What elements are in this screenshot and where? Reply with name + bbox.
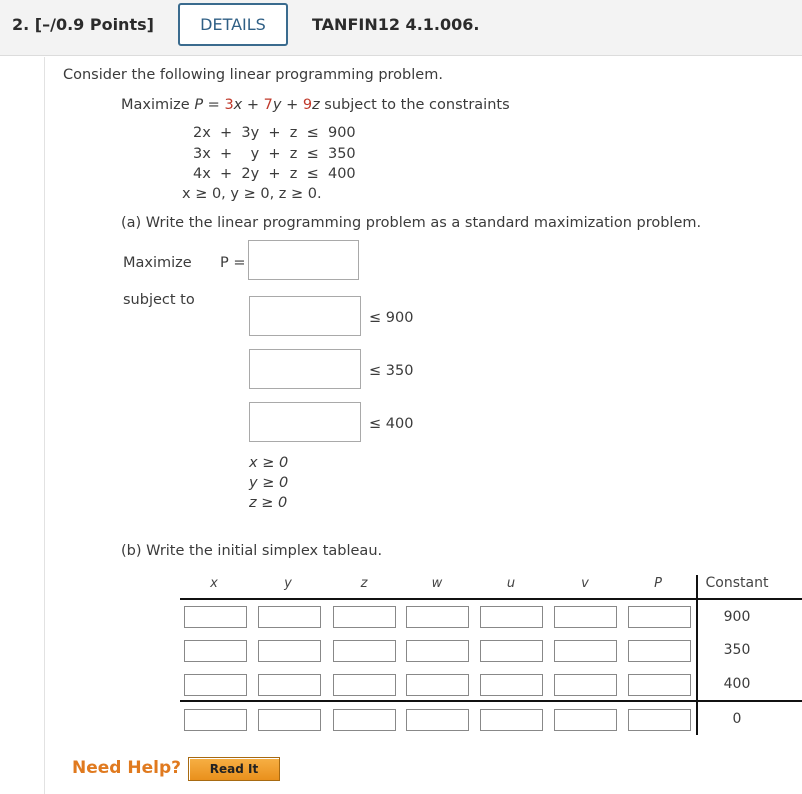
col-header-p: P <box>654 576 662 591</box>
question-header <box>0 0 802 56</box>
tableau-objective-rule <box>180 700 802 702</box>
constant-row-4: 0 <box>732 711 742 727</box>
col-header-w: w <box>431 576 443 591</box>
constraint-3: 4x + 2y + z ≤ 400 <box>193 166 356 182</box>
objective-coef-x: 3 <box>224 97 234 113</box>
constant-row-2: 350 <box>723 642 751 658</box>
tableau-cell-r3-P[interactable] <box>628 674 691 696</box>
tableau-cell-r3-x[interactable] <box>184 674 247 696</box>
need-help-label: Need Help? <box>72 758 181 778</box>
tableau-cell-r2-u[interactable] <box>480 640 543 662</box>
tableau-cell-r1-y[interactable] <box>258 606 321 628</box>
tableau-cell-r1-P[interactable] <box>628 606 691 628</box>
col-header-x: x <box>210 576 218 591</box>
tableau-constant-divider <box>696 575 698 735</box>
col-header-constant: Constant <box>705 575 769 591</box>
objective-suffix: subject to the constraints <box>319 97 510 113</box>
maximize-label: Maximize <box>123 255 192 271</box>
constraint-1-rhs: ≤ 900 <box>369 310 414 326</box>
objective-line <box>121 97 510 113</box>
tableau-cell-r2-v[interactable] <box>554 640 617 662</box>
tableau-top-rule <box>180 598 802 600</box>
constraint-2: 3x + y + z ≤ 350 <box>193 146 356 162</box>
tableau-cell-r3-u[interactable] <box>480 674 543 696</box>
objective-coef-y: 7 <box>263 97 273 113</box>
tableau-cell-r4-u[interactable] <box>480 709 543 731</box>
objective-plus-1: + <box>242 97 264 113</box>
tableau-cell-r3-y[interactable] <box>258 674 321 696</box>
left-border <box>44 57 45 794</box>
p-equals-label: P = <box>220 255 246 271</box>
constant-row-3: 400 <box>723 676 751 692</box>
tableau-cell-r2-P[interactable] <box>628 640 691 662</box>
nonneg-z: z ≥ 0 <box>249 495 288 511</box>
tableau-cell-r1-x[interactable] <box>184 606 247 628</box>
constraint-1: 2x + 3y + z ≤ 900 <box>193 125 356 141</box>
tableau-cell-r2-y[interactable] <box>258 640 321 662</box>
tableau-cell-r2-w[interactable] <box>406 640 469 662</box>
tableau-cell-r2-z[interactable] <box>333 640 396 662</box>
nonnegativity-constraints: x ≥ 0, y ≥ 0, z ≥ 0. <box>182 186 322 202</box>
tableau-cell-r1-u[interactable] <box>480 606 543 628</box>
tableau-cell-r4-w[interactable] <box>406 709 469 731</box>
objective-var-p: P <box>194 97 204 113</box>
objective-var-y: y <box>272 97 282 113</box>
tableau-cell-r4-v[interactable] <box>554 709 617 731</box>
tableau-cell-r4-x[interactable] <box>184 709 247 731</box>
tableau-cell-r4-y[interactable] <box>258 709 321 731</box>
tableau-cell-r3-z[interactable] <box>333 674 396 696</box>
part-a-prompt: (a) Write the linear programming problem as a standard maximization problem. <box>121 215 702 231</box>
col-header-u: u <box>506 576 516 591</box>
tableau-cell-r4-P[interactable] <box>628 709 691 731</box>
details-button[interactable]: DETAILS <box>178 3 288 46</box>
constraint-2-input[interactable] <box>249 349 361 389</box>
problem-intro: Consider the following linear programming problem. <box>63 67 443 83</box>
objective-eq: = <box>203 97 225 113</box>
tableau-cell-r3-w[interactable] <box>406 674 469 696</box>
question-id: TANFIN12 4.1.006. <box>312 15 480 34</box>
tableau-cell-r1-v[interactable] <box>554 606 617 628</box>
constraint-3-input[interactable] <box>249 402 361 442</box>
constraint-3-rhs: ≤ 400 <box>369 416 414 432</box>
tableau-cell-r2-x[interactable] <box>184 640 247 662</box>
nonneg-x: x ≥ 0 <box>249 455 289 471</box>
question-number: 2. [–/0.9 Points] <box>12 15 154 34</box>
col-header-z: z <box>360 576 368 591</box>
subject-to-label: subject to <box>123 292 195 308</box>
col-header-v: v <box>581 576 589 591</box>
objective-prefix: Maximize <box>121 97 195 113</box>
tableau-cell-r4-z[interactable] <box>333 709 396 731</box>
objective-coef-z: 9 <box>302 97 313 113</box>
objective-plus-2: + <box>281 97 303 113</box>
constant-row-1: 900 <box>723 609 751 625</box>
read-it-button[interactable]: Read It <box>188 757 280 781</box>
objective-input[interactable] <box>248 240 359 280</box>
nonneg-y: y ≥ 0 <box>249 475 289 491</box>
objective-var-x: x <box>233 97 243 113</box>
tableau-cell-r3-v[interactable] <box>554 674 617 696</box>
constraint-2-rhs: ≤ 350 <box>369 363 414 379</box>
constraint-1-input[interactable] <box>249 296 361 336</box>
col-header-y: y <box>284 576 292 591</box>
objective-var-z: z <box>312 97 320 113</box>
part-b-prompt: (b) Write the initial simplex tableau. <box>121 543 383 559</box>
tableau-cell-r1-w[interactable] <box>406 606 469 628</box>
tableau-cell-r1-z[interactable] <box>333 606 396 628</box>
